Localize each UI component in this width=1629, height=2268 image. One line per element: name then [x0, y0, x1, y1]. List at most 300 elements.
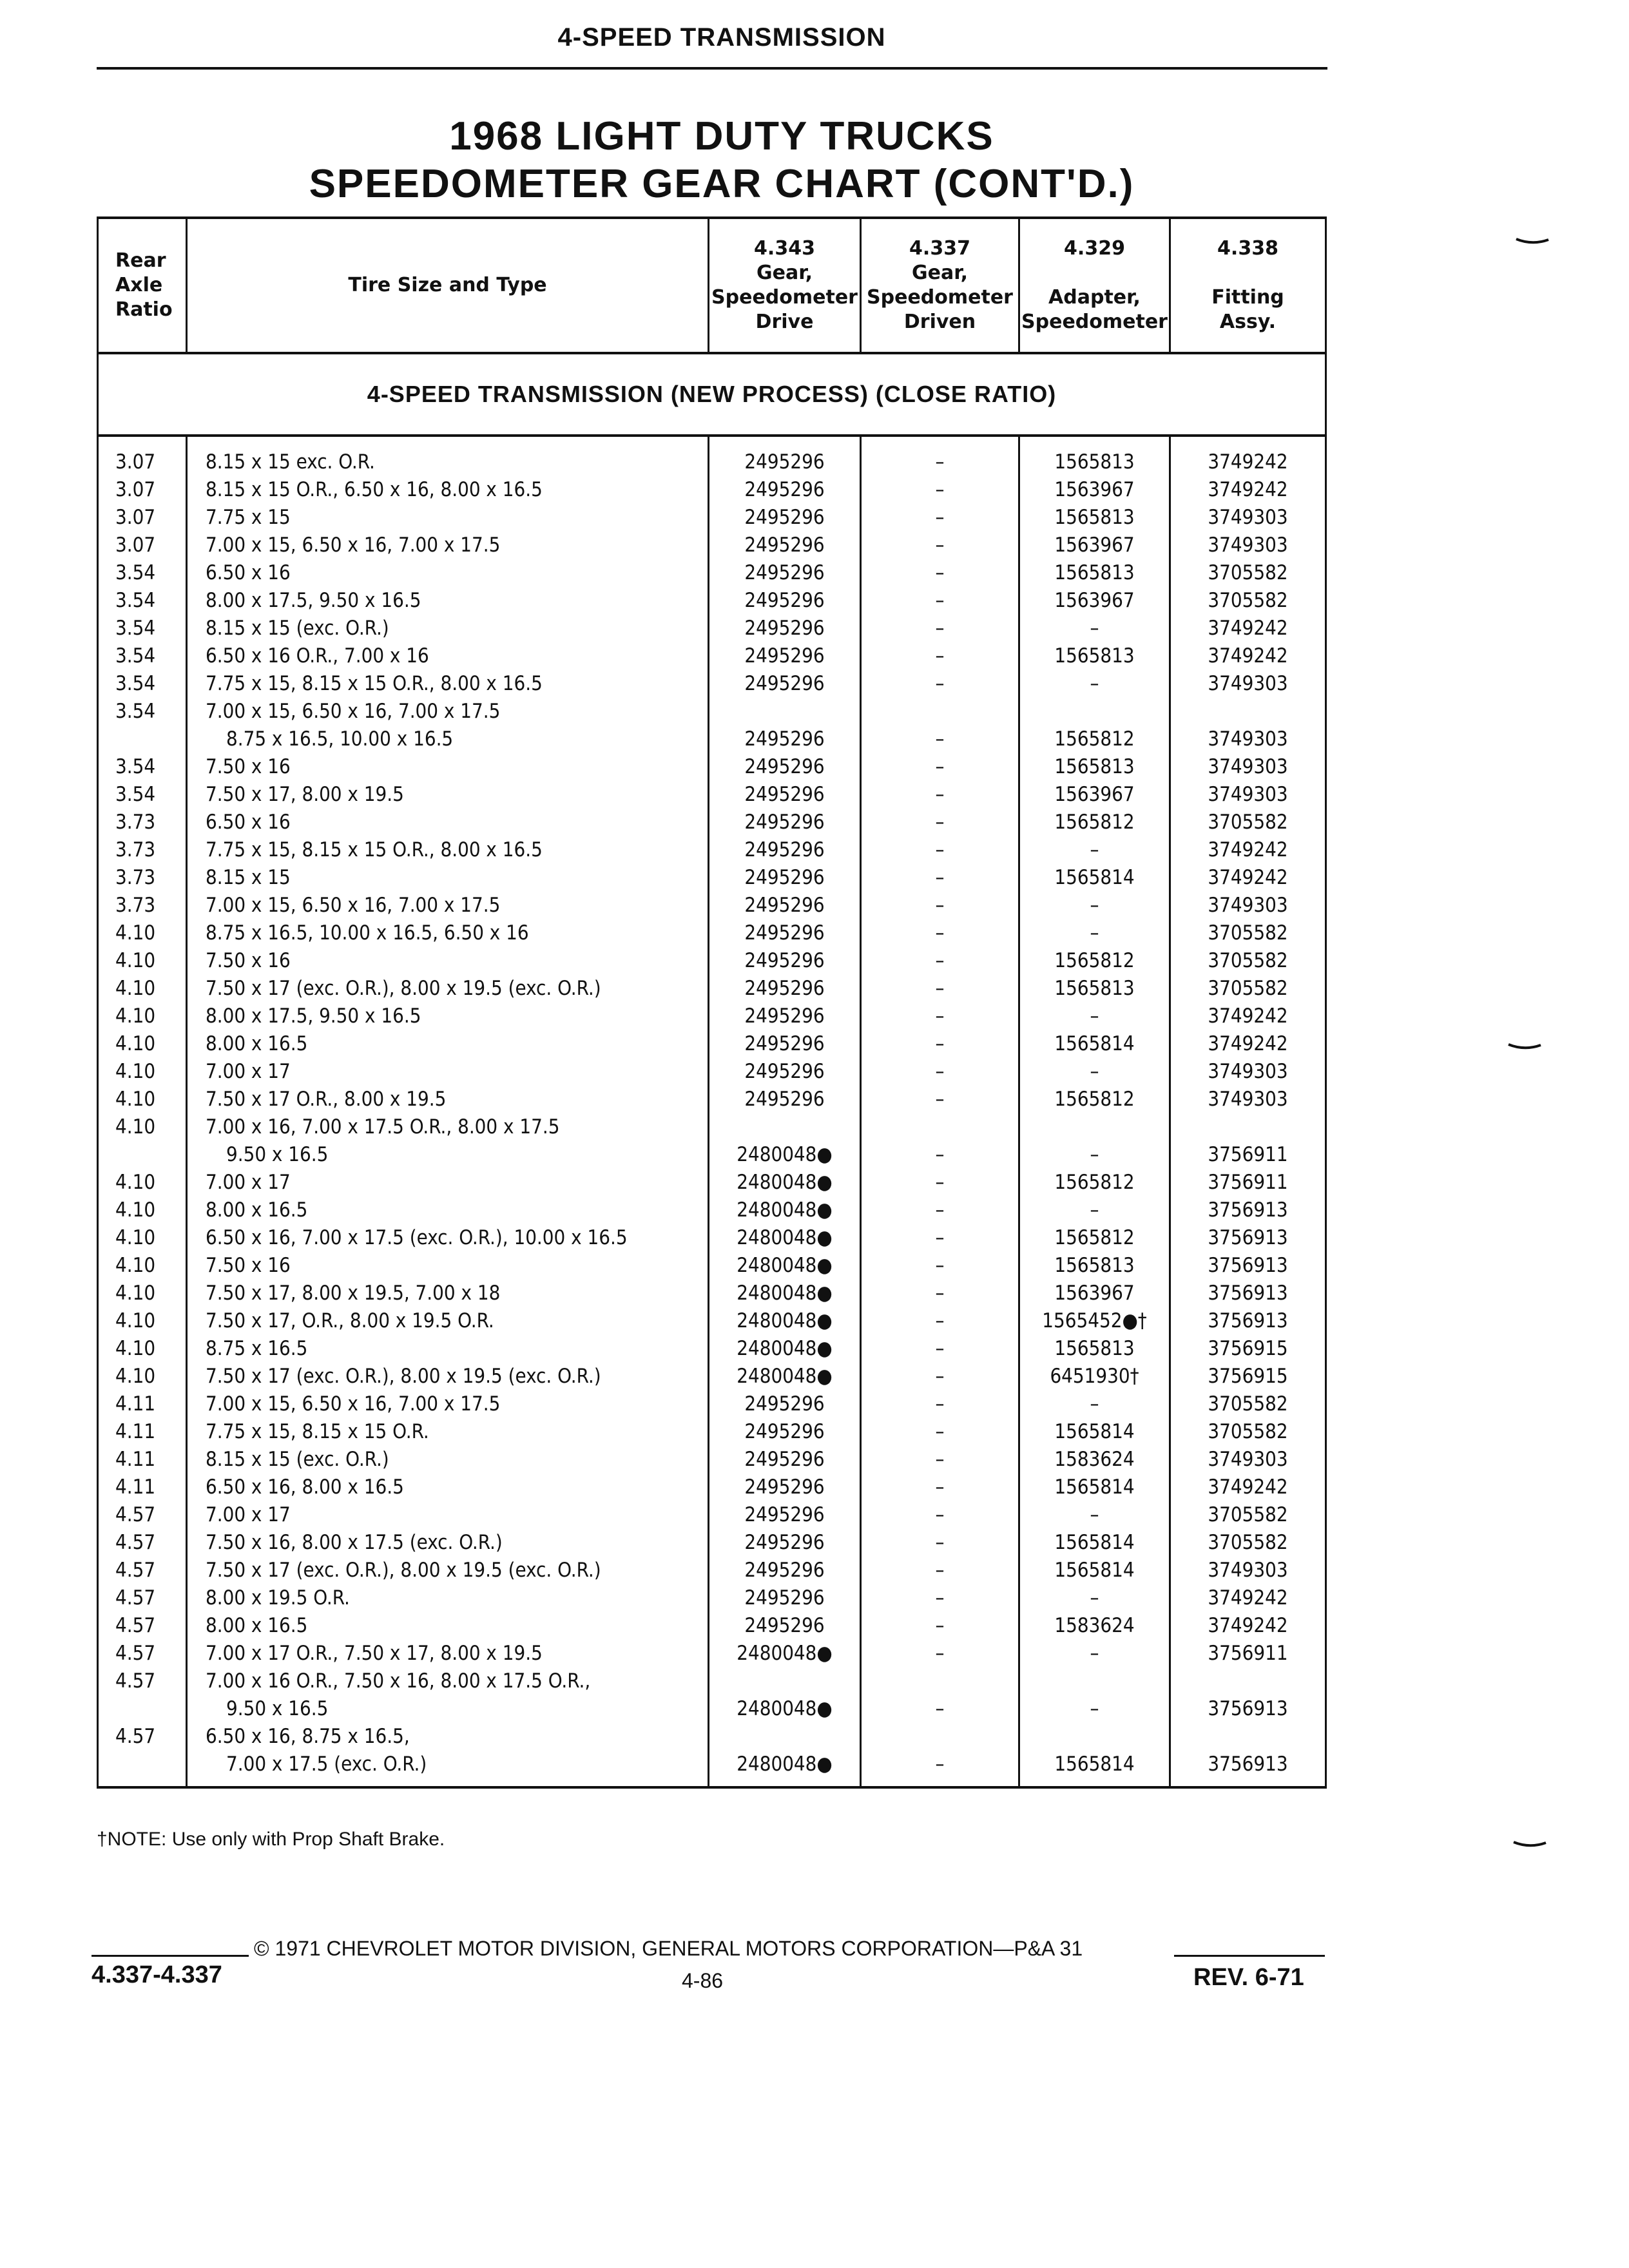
- cell-fitting-assy: 3749242: [1170, 1474, 1326, 1501]
- cell-tire-size: 8.00 x 19.5 O.R.: [187, 1584, 709, 1612]
- cell-fitting-assy: 3756913: [1170, 1252, 1326, 1280]
- table-row: [98, 809, 1326, 836]
- cell-gear-driven: –: [861, 1307, 1019, 1335]
- cell-gear-driven: –: [861, 781, 1019, 809]
- cell-adapter: –: [1019, 836, 1170, 864]
- cell-fitting-assy: 3749303: [1170, 532, 1326, 559]
- cell-gear-driven: –: [861, 1695, 1019, 1723]
- table-row: [98, 559, 1326, 587]
- table-row: [98, 670, 1326, 698]
- table-row: [98, 1667, 1326, 1695]
- table-row: [98, 1252, 1326, 1280]
- cell-rear-axle-ratio: 3.73: [98, 892, 187, 919]
- cell-gear-driven: –: [861, 1363, 1019, 1390]
- footer-copyright: © 1971 CHEVROLET MOTOR DIVISION, GENERAL MOTORS CORPORATION—P&A 31: [254, 1937, 1083, 1960]
- cell-gear-driven: –: [861, 1058, 1019, 1086]
- cell-fitting-assy: 3705582: [1170, 947, 1326, 975]
- cell-adapter: –: [1019, 1058, 1170, 1086]
- running-head: 4-SPEED TRANSMISSION: [557, 23, 886, 52]
- cell-gear-drive: 2495296: [709, 1030, 861, 1058]
- table-row: [98, 1751, 1326, 1787]
- cell-adapter: 1565814: [1019, 1418, 1170, 1446]
- cell-gear-driven: –: [861, 1141, 1019, 1169]
- header-gear-drive: 4.343 Gear, Speedometer Drive: [709, 218, 861, 353]
- cell-adapter: 1563967: [1019, 476, 1170, 504]
- cell-adapter: –: [1019, 1196, 1170, 1224]
- table-row: [98, 947, 1326, 975]
- cell-tire-size: 7.50 x 17, 8.00 x 19.5, 7.00 x 18: [187, 1280, 709, 1307]
- cell-gear-driven: [861, 1723, 1019, 1751]
- cell-adapter: 1565813: [1019, 559, 1170, 587]
- cell-gear-drive: 2480048●: [709, 1196, 861, 1224]
- table-row: [98, 1446, 1326, 1474]
- cell-gear-drive: 2480048●: [709, 1280, 861, 1307]
- table-row: [98, 975, 1326, 1003]
- cell-gear-drive: 2480048●: [709, 1169, 861, 1196]
- table-row: [98, 1224, 1326, 1252]
- cell-gear-drive: 2495296: [709, 1501, 861, 1529]
- margin-tick-bottom: [1513, 1840, 1547, 1852]
- cell-adapter: –: [1019, 919, 1170, 947]
- cell-gear-drive: 2480048●: [709, 1224, 861, 1252]
- cell-fitting-assy: 3749303: [1170, 504, 1326, 532]
- cell-gear-driven: –: [861, 892, 1019, 919]
- cell-gear-driven: –: [861, 1196, 1019, 1224]
- cell-adapter: [1019, 698, 1170, 726]
- cell-adapter: 1565813: [1019, 1252, 1170, 1280]
- cell-adapter: 1563967: [1019, 532, 1170, 559]
- cell-gear-drive: 2495296: [709, 1584, 861, 1612]
- cell-rear-axle-ratio: 4.10: [98, 947, 187, 975]
- table-row: [98, 919, 1326, 947]
- cell-gear-driven: –: [861, 1557, 1019, 1584]
- cell-fitting-assy: 3756911: [1170, 1169, 1326, 1196]
- cell-rear-axle-ratio: 3.54: [98, 781, 187, 809]
- cell-gear-driven: –: [861, 1446, 1019, 1474]
- cell-rear-axle-ratio: 3.07: [98, 532, 187, 559]
- table-row: [98, 587, 1326, 615]
- table-row: [98, 1474, 1326, 1501]
- cell-gear-driven: –: [861, 1335, 1019, 1363]
- cell-rear-axle-ratio: 4.11: [98, 1474, 187, 1501]
- cell-fitting-assy: 3749242: [1170, 1003, 1326, 1030]
- cell-adapter: [1019, 1667, 1170, 1695]
- cell-rear-axle-ratio: 4.11: [98, 1446, 187, 1474]
- cell-rear-axle-ratio: 4.10: [98, 1335, 187, 1363]
- table-row: [98, 615, 1326, 642]
- cell-gear-drive: 2495296: [709, 919, 861, 947]
- cell-adapter: 1565813: [1019, 1335, 1170, 1363]
- cell-rear-axle-ratio: 4.10: [98, 1196, 187, 1224]
- cell-gear-drive: 2495296: [709, 836, 861, 864]
- cell-gear-drive: 2495296: [709, 975, 861, 1003]
- cell-gear-drive: 2495296: [709, 1390, 861, 1418]
- cell-adapter: 1563967: [1019, 1280, 1170, 1307]
- cell-tire-size: 7.50 x 16: [187, 753, 709, 781]
- cell-rear-axle-ratio: 4.10: [98, 1058, 187, 1086]
- cell-gear-driven: [861, 1113, 1019, 1141]
- cell-gear-driven: –: [861, 532, 1019, 559]
- footer-page-number: 4-86: [682, 1969, 724, 1992]
- footer-left-code: 4.337-4.337: [92, 1961, 222, 1988]
- cell-fitting-assy: 3749303: [1170, 670, 1326, 698]
- cell-adapter: 1565813: [1019, 753, 1170, 781]
- cell-gear-drive: 2495296: [709, 753, 861, 781]
- cell-fitting-assy: 3749303: [1170, 1446, 1326, 1474]
- cell-tire-size: 7.50 x 17 (exc. O.R.), 8.00 x 19.5 (exc. O.R.): [187, 1557, 709, 1584]
- table-row: [98, 836, 1326, 864]
- cell-gear-drive: 2495296: [709, 532, 861, 559]
- cell-adapter: –: [1019, 1695, 1170, 1723]
- cell-adapter: 1565812: [1019, 809, 1170, 836]
- cell-tire-size: 8.15 x 15 exc. O.R.: [187, 436, 709, 476]
- cell-tire-size: 7.00 x 17: [187, 1501, 709, 1529]
- cell-rear-axle-ratio: 4.57: [98, 1667, 187, 1695]
- cell-rear-axle-ratio: 4.10: [98, 1113, 187, 1141]
- header-rule: [97, 67, 1327, 70]
- cell-gear-drive: 2480048●: [709, 1252, 861, 1280]
- header-rear-axle-ratio: Rear Axle Ratio: [98, 218, 187, 353]
- cell-gear-drive: 2495296: [709, 1418, 861, 1446]
- cell-tire-size: 6.50 x 16, 8.00 x 16.5: [187, 1474, 709, 1501]
- cell-tire-size: 8.00 x 17.5, 9.50 x 16.5: [187, 1003, 709, 1030]
- cell-tire-size: 6.50 x 16, 7.00 x 17.5 (exc. O.R.), 10.00 x 16.5: [187, 1224, 709, 1252]
- cell-rear-axle-ratio: 4.57: [98, 1529, 187, 1557]
- cell-fitting-assy: 3756911: [1170, 1141, 1326, 1169]
- cell-tire-size: 8.00 x 17.5, 9.50 x 16.5: [187, 587, 709, 615]
- cell-gear-drive: [709, 1667, 861, 1695]
- cell-gear-drive: 2495296: [709, 1086, 861, 1113]
- cell-tire-size: 8.00 x 16.5: [187, 1030, 709, 1058]
- cell-gear-driven: –: [861, 436, 1019, 476]
- cell-gear-driven: –: [861, 504, 1019, 532]
- cell-fitting-assy: 3749242: [1170, 615, 1326, 642]
- cell-gear-driven: –: [861, 864, 1019, 892]
- cell-tire-size: 7.50 x 17, 8.00 x 19.5: [187, 781, 709, 809]
- table-row: [98, 1695, 1326, 1723]
- cell-gear-driven: –: [861, 1390, 1019, 1418]
- cell-fitting-assy: 3749242: [1170, 436, 1326, 476]
- cell-adapter: 1565812: [1019, 1224, 1170, 1252]
- cell-gear-driven: –: [861, 1252, 1019, 1280]
- cell-gear-driven: –: [861, 1612, 1019, 1640]
- cell-tire-size: 7.00 x 15, 6.50 x 16, 7.00 x 17.5: [187, 532, 709, 559]
- cell-fitting-assy: 3705582: [1170, 587, 1326, 615]
- cell-tire-size: 7.75 x 15: [187, 504, 709, 532]
- cell-rear-axle-ratio: 4.57: [98, 1584, 187, 1612]
- table-row: [98, 1418, 1326, 1446]
- cell-gear-drive: 2480048●: [709, 1640, 861, 1667]
- cell-gear-driven: –: [861, 1030, 1019, 1058]
- cell-fitting-assy: 3749242: [1170, 1030, 1326, 1058]
- cell-adapter: 1565812: [1019, 1169, 1170, 1196]
- table-row: [98, 1640, 1326, 1667]
- page-title-line1: 1968 LIGHT DUTY TRUCKS: [449, 114, 994, 159]
- table-row: [98, 1307, 1326, 1335]
- cell-gear-drive: 2480048●: [709, 1751, 861, 1787]
- cell-gear-drive: 2495296: [709, 809, 861, 836]
- cell-fitting-assy: 3756913: [1170, 1224, 1326, 1252]
- cell-gear-driven: –: [861, 1418, 1019, 1446]
- cell-rear-axle-ratio: 4.10: [98, 1363, 187, 1390]
- cell-gear-driven: –: [861, 726, 1019, 753]
- cell-rear-axle-ratio: 4.10: [98, 1003, 187, 1030]
- cell-tire-size: 7.00 x 17: [187, 1169, 709, 1196]
- cell-gear-drive: 2495296: [709, 587, 861, 615]
- cell-adapter: 1583624: [1019, 1446, 1170, 1474]
- header-gear-driven: 4.337 Gear, Speedometer Driven: [861, 218, 1019, 353]
- cell-tire-size: 8.75 x 16.5, 10.00 x 16.5, 6.50 x 16: [187, 919, 709, 947]
- cell-rear-axle-ratio: 4.57: [98, 1557, 187, 1584]
- cell-adapter: 1583624: [1019, 1612, 1170, 1640]
- cell-gear-drive: [709, 1723, 861, 1751]
- cell-fitting-assy: 3749242: [1170, 1612, 1326, 1640]
- table-row: [98, 1723, 1326, 1751]
- cell-gear-driven: –: [861, 1474, 1019, 1501]
- cell-tire-size: 6.50 x 16: [187, 809, 709, 836]
- table-row: [98, 642, 1326, 670]
- cell-gear-drive: 2495296: [709, 781, 861, 809]
- cell-adapter: 1565813: [1019, 436, 1170, 476]
- table-body: [98, 436, 1326, 1787]
- cell-gear-driven: –: [861, 1640, 1019, 1667]
- table-row: [98, 1363, 1326, 1390]
- cell-tire-size: 8.75 x 16.5, 10.00 x 16.5: [187, 726, 709, 753]
- table-row: [98, 1113, 1326, 1141]
- table-row: [98, 1058, 1326, 1086]
- cell-gear-drive: 2495296: [709, 1003, 861, 1030]
- table-row: [98, 476, 1326, 504]
- cell-rear-axle-ratio: 3.07: [98, 436, 187, 476]
- cell-tire-size: 7.50 x 17 (exc. O.R.), 8.00 x 19.5 (exc. O.R.): [187, 1363, 709, 1390]
- cell-gear-driven: –: [861, 1003, 1019, 1030]
- cell-gear-drive: 2480048●: [709, 1363, 861, 1390]
- cell-rear-axle-ratio: 3.54: [98, 642, 187, 670]
- cell-tire-size: 6.50 x 16: [187, 559, 709, 587]
- section-title: 4-SPEED TRANSMISSION (NEW PROCESS) (CLOSE RATIO): [98, 353, 1326, 436]
- cell-rear-axle-ratio: [98, 726, 187, 753]
- table-row: [98, 1086, 1326, 1113]
- section-row: [98, 353, 1326, 436]
- cell-gear-driven: –: [861, 1751, 1019, 1787]
- cell-rear-axle-ratio: 4.10: [98, 1252, 187, 1280]
- cell-rear-axle-ratio: 4.11: [98, 1390, 187, 1418]
- cell-tire-size: 7.00 x 17 O.R., 7.50 x 17, 8.00 x 19.5: [187, 1640, 709, 1667]
- cell-fitting-assy: 3749303: [1170, 1058, 1326, 1086]
- cell-gear-driven: –: [861, 809, 1019, 836]
- footer-rule-left: [92, 1955, 249, 1957]
- cell-rear-axle-ratio: 3.54: [98, 670, 187, 698]
- cell-tire-size: 7.50 x 16, 8.00 x 17.5 (exc. O.R.): [187, 1529, 709, 1557]
- cell-fitting-assy: 3756915: [1170, 1335, 1326, 1363]
- cell-gear-driven: –: [861, 1280, 1019, 1307]
- cell-gear-driven: –: [861, 753, 1019, 781]
- cell-gear-drive: 2495296: [709, 1529, 861, 1557]
- footer-rule-right: [1174, 1955, 1325, 1957]
- cell-gear-driven: –: [861, 559, 1019, 587]
- cell-fitting-assy: 3756911: [1170, 1640, 1326, 1667]
- cell-rear-axle-ratio: 4.10: [98, 1086, 187, 1113]
- table-row: [98, 436, 1326, 476]
- cell-gear-drive: 2495296: [709, 436, 861, 476]
- cell-fitting-assy: 3749303: [1170, 726, 1326, 753]
- cell-gear-drive: [709, 1113, 861, 1141]
- cell-rear-axle-ratio: 3.54: [98, 753, 187, 781]
- cell-fitting-assy: [1170, 1723, 1326, 1751]
- table-row: [98, 1529, 1326, 1557]
- cell-adapter: 1565813: [1019, 975, 1170, 1003]
- table-row: [98, 1030, 1326, 1058]
- cell-fitting-assy: 3756913: [1170, 1196, 1326, 1224]
- footer-revision: REV. 6-71: [1193, 1964, 1304, 1991]
- cell-adapter: 1565452●†: [1019, 1307, 1170, 1335]
- cell-fitting-assy: 3705582: [1170, 1529, 1326, 1557]
- cell-rear-axle-ratio: 4.10: [98, 1224, 187, 1252]
- cell-fitting-assy: 3749303: [1170, 753, 1326, 781]
- cell-fitting-assy: [1170, 1667, 1326, 1695]
- cell-tire-size: 7.00 x 17: [187, 1058, 709, 1086]
- cell-tire-size: 7.00 x 17.5 (exc. O.R.): [187, 1751, 709, 1787]
- cell-tire-size: 8.15 x 15 O.R., 6.50 x 16, 8.00 x 16.5: [187, 476, 709, 504]
- table-row: [98, 504, 1326, 532]
- speedometer-gear-table: [97, 216, 1327, 1789]
- cell-fitting-assy: 3749242: [1170, 476, 1326, 504]
- cell-tire-size: 7.50 x 17 (exc. O.R.), 8.00 x 19.5 (exc. O.R.): [187, 975, 709, 1003]
- cell-adapter: [1019, 1113, 1170, 1141]
- cell-adapter: –: [1019, 1390, 1170, 1418]
- cell-fitting-assy: 3756913: [1170, 1751, 1326, 1787]
- cell-gear-driven: –: [861, 587, 1019, 615]
- table-row: [98, 1003, 1326, 1030]
- cell-adapter: 6451930†: [1019, 1363, 1170, 1390]
- cell-fitting-assy: 3705582: [1170, 809, 1326, 836]
- cell-adapter: [1019, 1723, 1170, 1751]
- table-row: [98, 698, 1326, 726]
- cell-tire-size: 8.15 x 15: [187, 864, 709, 892]
- cell-tire-size: 8.00 x 16.5: [187, 1612, 709, 1640]
- cell-adapter: –: [1019, 1501, 1170, 1529]
- cell-rear-axle-ratio: 4.11: [98, 1418, 187, 1446]
- cell-fitting-assy: 3749242: [1170, 836, 1326, 864]
- table-row: [98, 753, 1326, 781]
- cell-rear-axle-ratio: 4.10: [98, 1169, 187, 1196]
- cell-adapter: 1563967: [1019, 587, 1170, 615]
- cell-tire-size: 7.50 x 17 O.R., 8.00 x 19.5: [187, 1086, 709, 1113]
- cell-tire-size: 7.00 x 15, 6.50 x 16, 7.00 x 17.5: [187, 892, 709, 919]
- cell-gear-drive: 2495296: [709, 670, 861, 698]
- cell-adapter: 1565812: [1019, 947, 1170, 975]
- cell-gear-drive: 2495296: [709, 726, 861, 753]
- cell-adapter: 1565813: [1019, 504, 1170, 532]
- cell-tire-size: 8.00 x 16.5: [187, 1196, 709, 1224]
- cell-gear-drive: 2495296: [709, 1446, 861, 1474]
- cell-tire-size: 7.50 x 16: [187, 947, 709, 975]
- cell-adapter: 1563967: [1019, 781, 1170, 809]
- cell-tire-size: 9.50 x 16.5: [187, 1141, 709, 1169]
- cell-gear-driven: –: [861, 1529, 1019, 1557]
- cell-gear-drive: 2495296: [709, 1058, 861, 1086]
- header-tire-size: Tire Size and Type: [187, 218, 709, 353]
- cell-adapter: 1565814: [1019, 864, 1170, 892]
- cell-fitting-assy: 3705582: [1170, 919, 1326, 947]
- cell-adapter: 1565814: [1019, 1557, 1170, 1584]
- page-title-line2: SPEEDOMETER GEAR CHART (CONT'D.): [309, 162, 1135, 206]
- cell-rear-axle-ratio: 4.57: [98, 1640, 187, 1667]
- cell-fitting-assy: 3749242: [1170, 864, 1326, 892]
- cell-fitting-assy: 3749303: [1170, 781, 1326, 809]
- cell-tire-size: 9.50 x 16.5: [187, 1695, 709, 1723]
- table-row: [98, 1501, 1326, 1529]
- cell-rear-axle-ratio: 4.10: [98, 975, 187, 1003]
- cell-tire-size: 7.75 x 15, 8.15 x 15 O.R., 8.00 x 16.5: [187, 670, 709, 698]
- cell-adapter: 1565814: [1019, 1474, 1170, 1501]
- cell-gear-drive: 2480048●: [709, 1335, 861, 1363]
- cell-fitting-assy: 3705582: [1170, 975, 1326, 1003]
- cell-adapter: 1565814: [1019, 1529, 1170, 1557]
- table-row: [98, 1584, 1326, 1612]
- cell-gear-driven: [861, 698, 1019, 726]
- cell-gear-driven: –: [861, 615, 1019, 642]
- cell-rear-axle-ratio: 3.73: [98, 836, 187, 864]
- cell-gear-driven: –: [861, 975, 1019, 1003]
- cell-gear-driven: –: [861, 642, 1019, 670]
- table-row: [98, 1196, 1326, 1224]
- footnote: †NOTE: Use only with Prop Shaft Brake.: [97, 1829, 445, 1850]
- table-row: [98, 1335, 1326, 1363]
- cell-rear-axle-ratio: 4.10: [98, 1307, 187, 1335]
- cell-gear-driven: –: [861, 919, 1019, 947]
- cell-rear-axle-ratio: 4.57: [98, 1501, 187, 1529]
- cell-gear-driven: –: [861, 836, 1019, 864]
- margin-tick-middle: [1508, 1043, 1541, 1054]
- margin-tick-top: [1516, 237, 1549, 249]
- cell-tire-size: 7.00 x 15, 6.50 x 16, 7.00 x 17.5: [187, 1390, 709, 1418]
- cell-adapter: –: [1019, 892, 1170, 919]
- cell-tire-size: 7.00 x 16, 7.00 x 17.5 O.R., 8.00 x 17.5: [187, 1113, 709, 1141]
- cell-gear-drive: 2495296: [709, 476, 861, 504]
- table-row: [98, 1612, 1326, 1640]
- cell-gear-drive: 2480048●: [709, 1307, 861, 1335]
- cell-fitting-assy: 3756913: [1170, 1695, 1326, 1723]
- cell-rear-axle-ratio: 4.57: [98, 1612, 187, 1640]
- cell-fitting-assy: 3749303: [1170, 1086, 1326, 1113]
- cell-rear-axle-ratio: 3.73: [98, 809, 187, 836]
- cell-adapter: –: [1019, 1141, 1170, 1169]
- cell-gear-driven: –: [861, 1086, 1019, 1113]
- cell-adapter: –: [1019, 1003, 1170, 1030]
- cell-adapter: –: [1019, 670, 1170, 698]
- cell-fitting-assy: 3749303: [1170, 892, 1326, 919]
- cell-rear-axle-ratio: 3.73: [98, 864, 187, 892]
- cell-gear-driven: –: [861, 1224, 1019, 1252]
- cell-gear-drive: 2495296: [709, 559, 861, 587]
- cell-rear-axle-ratio: 3.54: [98, 615, 187, 642]
- cell-gear-drive: 2495296: [709, 864, 861, 892]
- cell-gear-driven: [861, 1667, 1019, 1695]
- cell-tire-size: 7.00 x 16 O.R., 7.50 x 16, 8.00 x 17.5 O.R.,: [187, 1667, 709, 1695]
- cell-gear-drive: [709, 698, 861, 726]
- header-adapter: 4.329 Adapter, Speedometer: [1019, 218, 1170, 353]
- cell-tire-size: 6.50 x 16, 8.75 x 16.5,: [187, 1723, 709, 1751]
- cell-rear-axle-ratio: 4.10: [98, 919, 187, 947]
- cell-tire-size: 8.15 x 15 (exc. O.R.): [187, 615, 709, 642]
- cell-rear-axle-ratio: [98, 1751, 187, 1787]
- table-row: [98, 1390, 1326, 1418]
- cell-rear-axle-ratio: 3.54: [98, 698, 187, 726]
- cell-gear-drive: 2495296: [709, 504, 861, 532]
- table-row: [98, 1557, 1326, 1584]
- cell-rear-axle-ratio: [98, 1141, 187, 1169]
